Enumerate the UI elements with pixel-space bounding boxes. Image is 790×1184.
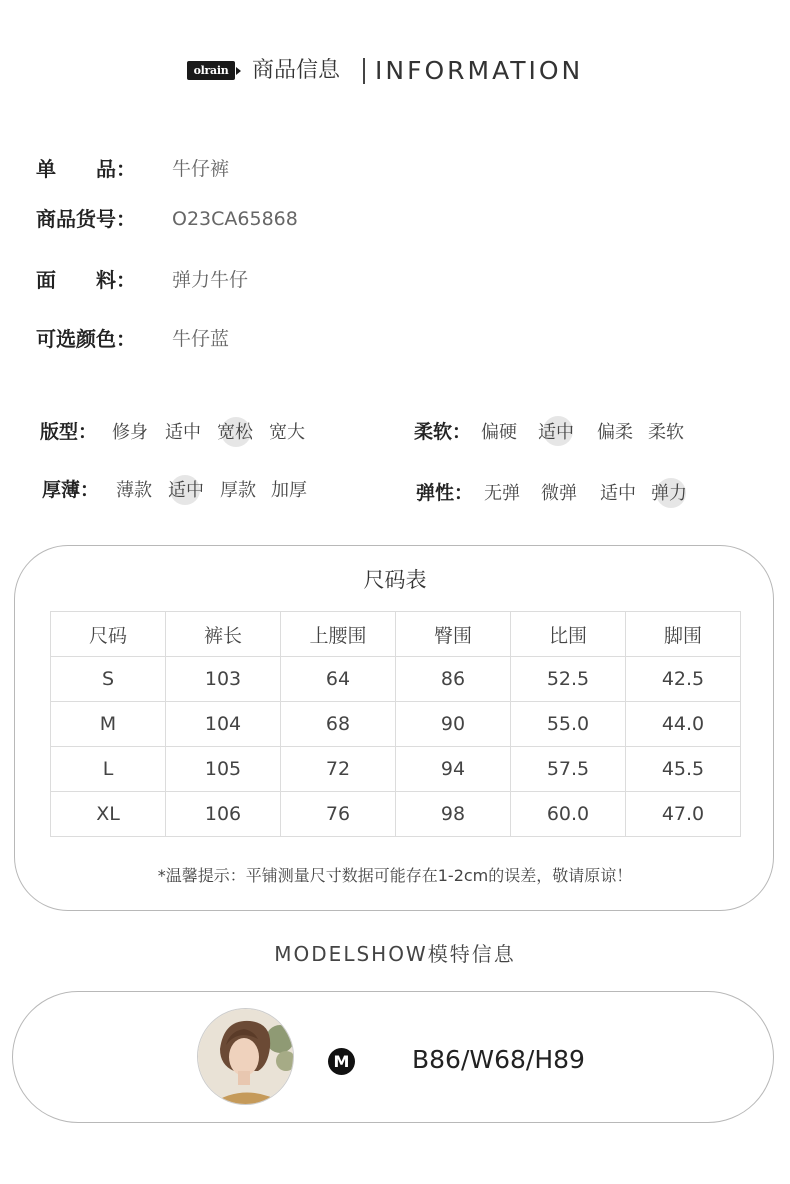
table-cell: 57.5 [511, 747, 626, 792]
attr-label-fit: 版型： [40, 421, 98, 443]
model-avatar [197, 1008, 294, 1105]
table-cell: 52.5 [511, 657, 626, 702]
size-table [50, 611, 741, 837]
option-fit-1: 修身 [112, 422, 148, 443]
model-measurements: B86/W68/H89 [412, 1045, 585, 1074]
table-cell: 103 [166, 657, 281, 702]
option-elasticity-3: 适中 [600, 483, 636, 504]
info-label-item: 单 品： [36, 157, 136, 181]
table-cell: 94 [396, 747, 511, 792]
table-header: 臀围 [396, 612, 511, 657]
info-value-item: 牛仔裤 [172, 158, 230, 180]
table-header: 脚围 [626, 612, 741, 657]
measurement-note: *温馨提示：平铺测量尺寸数据可能存在1-2cm的误差，敬请原谅！ [157, 866, 633, 885]
table-cell: 55.0 [511, 702, 626, 747]
table-header-row [51, 612, 741, 657]
model-card [12, 991, 774, 1123]
table-cell: 105 [166, 747, 281, 792]
brand-logo: olrain [187, 61, 235, 80]
table-cell: 42.5 [626, 657, 741, 702]
info-value-color: 牛仔蓝 [172, 328, 230, 350]
model-photo [198, 1009, 294, 1105]
header-divider [363, 58, 365, 84]
table-cell: 44.0 [626, 702, 741, 747]
header-title-en: INFORMATION [375, 56, 584, 85]
info-value-sku: O23CA65868 [172, 208, 298, 230]
info-value-fabric: 弹力牛仔 [172, 269, 249, 291]
option-thickness-4: 加厚 [271, 480, 307, 501]
option-elasticity-4: 弹力 [651, 483, 687, 504]
option-fit-2: 适中 [165, 422, 201, 443]
option-softness-1: 偏硬 [481, 422, 517, 443]
table-header: 上腰围 [281, 612, 396, 657]
table-row [51, 747, 741, 792]
option-elasticity-1: 无弹 [484, 483, 520, 504]
option-thickness-2: 适中 [168, 480, 204, 501]
table-cell: 72 [281, 747, 396, 792]
info-label-color: 可选颜色： [36, 327, 136, 351]
option-thickness-3: 厚款 [220, 480, 256, 501]
table-cell: 45.5 [626, 747, 741, 792]
option-fit-3: 宽松 [217, 422, 253, 443]
option-softness-3: 偏柔 [597, 422, 633, 443]
model-size-badge: M [328, 1048, 355, 1075]
model-section-title: MODELSHOW模特信息 [274, 942, 516, 966]
table-header: 尺码 [51, 612, 166, 657]
option-softness-4: 柔软 [648, 422, 684, 443]
table-cell: 76 [281, 792, 396, 837]
table-row [51, 792, 741, 837]
table-row [51, 702, 741, 747]
option-elasticity-2: 微弹 [541, 483, 577, 504]
table-cell: 60.0 [511, 792, 626, 837]
table-cell: 106 [166, 792, 281, 837]
table-cell: XL [51, 792, 166, 837]
table-cell: S [51, 657, 166, 702]
info-label-sku: 商品货号： [36, 207, 136, 231]
option-softness-2: 适中 [538, 422, 574, 443]
attr-label-thickness: 厚薄： [42, 479, 100, 501]
table-cell: 98 [396, 792, 511, 837]
table-cell: 90 [396, 702, 511, 747]
table-cell: 68 [281, 702, 396, 747]
table-header: 裤长 [166, 612, 281, 657]
table-cell: 104 [166, 702, 281, 747]
table-cell: L [51, 747, 166, 792]
option-thickness-1: 薄款 [116, 480, 152, 501]
attr-label-softness: 柔软： [414, 421, 472, 443]
table-cell: M [51, 702, 166, 747]
attr-label-elasticity: 弹性： [416, 482, 474, 504]
table-cell: 47.0 [626, 792, 741, 837]
table-cell: 64 [281, 657, 396, 702]
table-row [51, 657, 741, 702]
table-cell: 86 [396, 657, 511, 702]
option-fit-4: 宽大 [269, 422, 305, 443]
header-title-cn: 商品信息 [252, 58, 341, 83]
info-label-fabric: 面 料： [36, 268, 136, 292]
table-header: 比围 [511, 612, 626, 657]
size-chart-title: 尺码表 [363, 568, 427, 592]
